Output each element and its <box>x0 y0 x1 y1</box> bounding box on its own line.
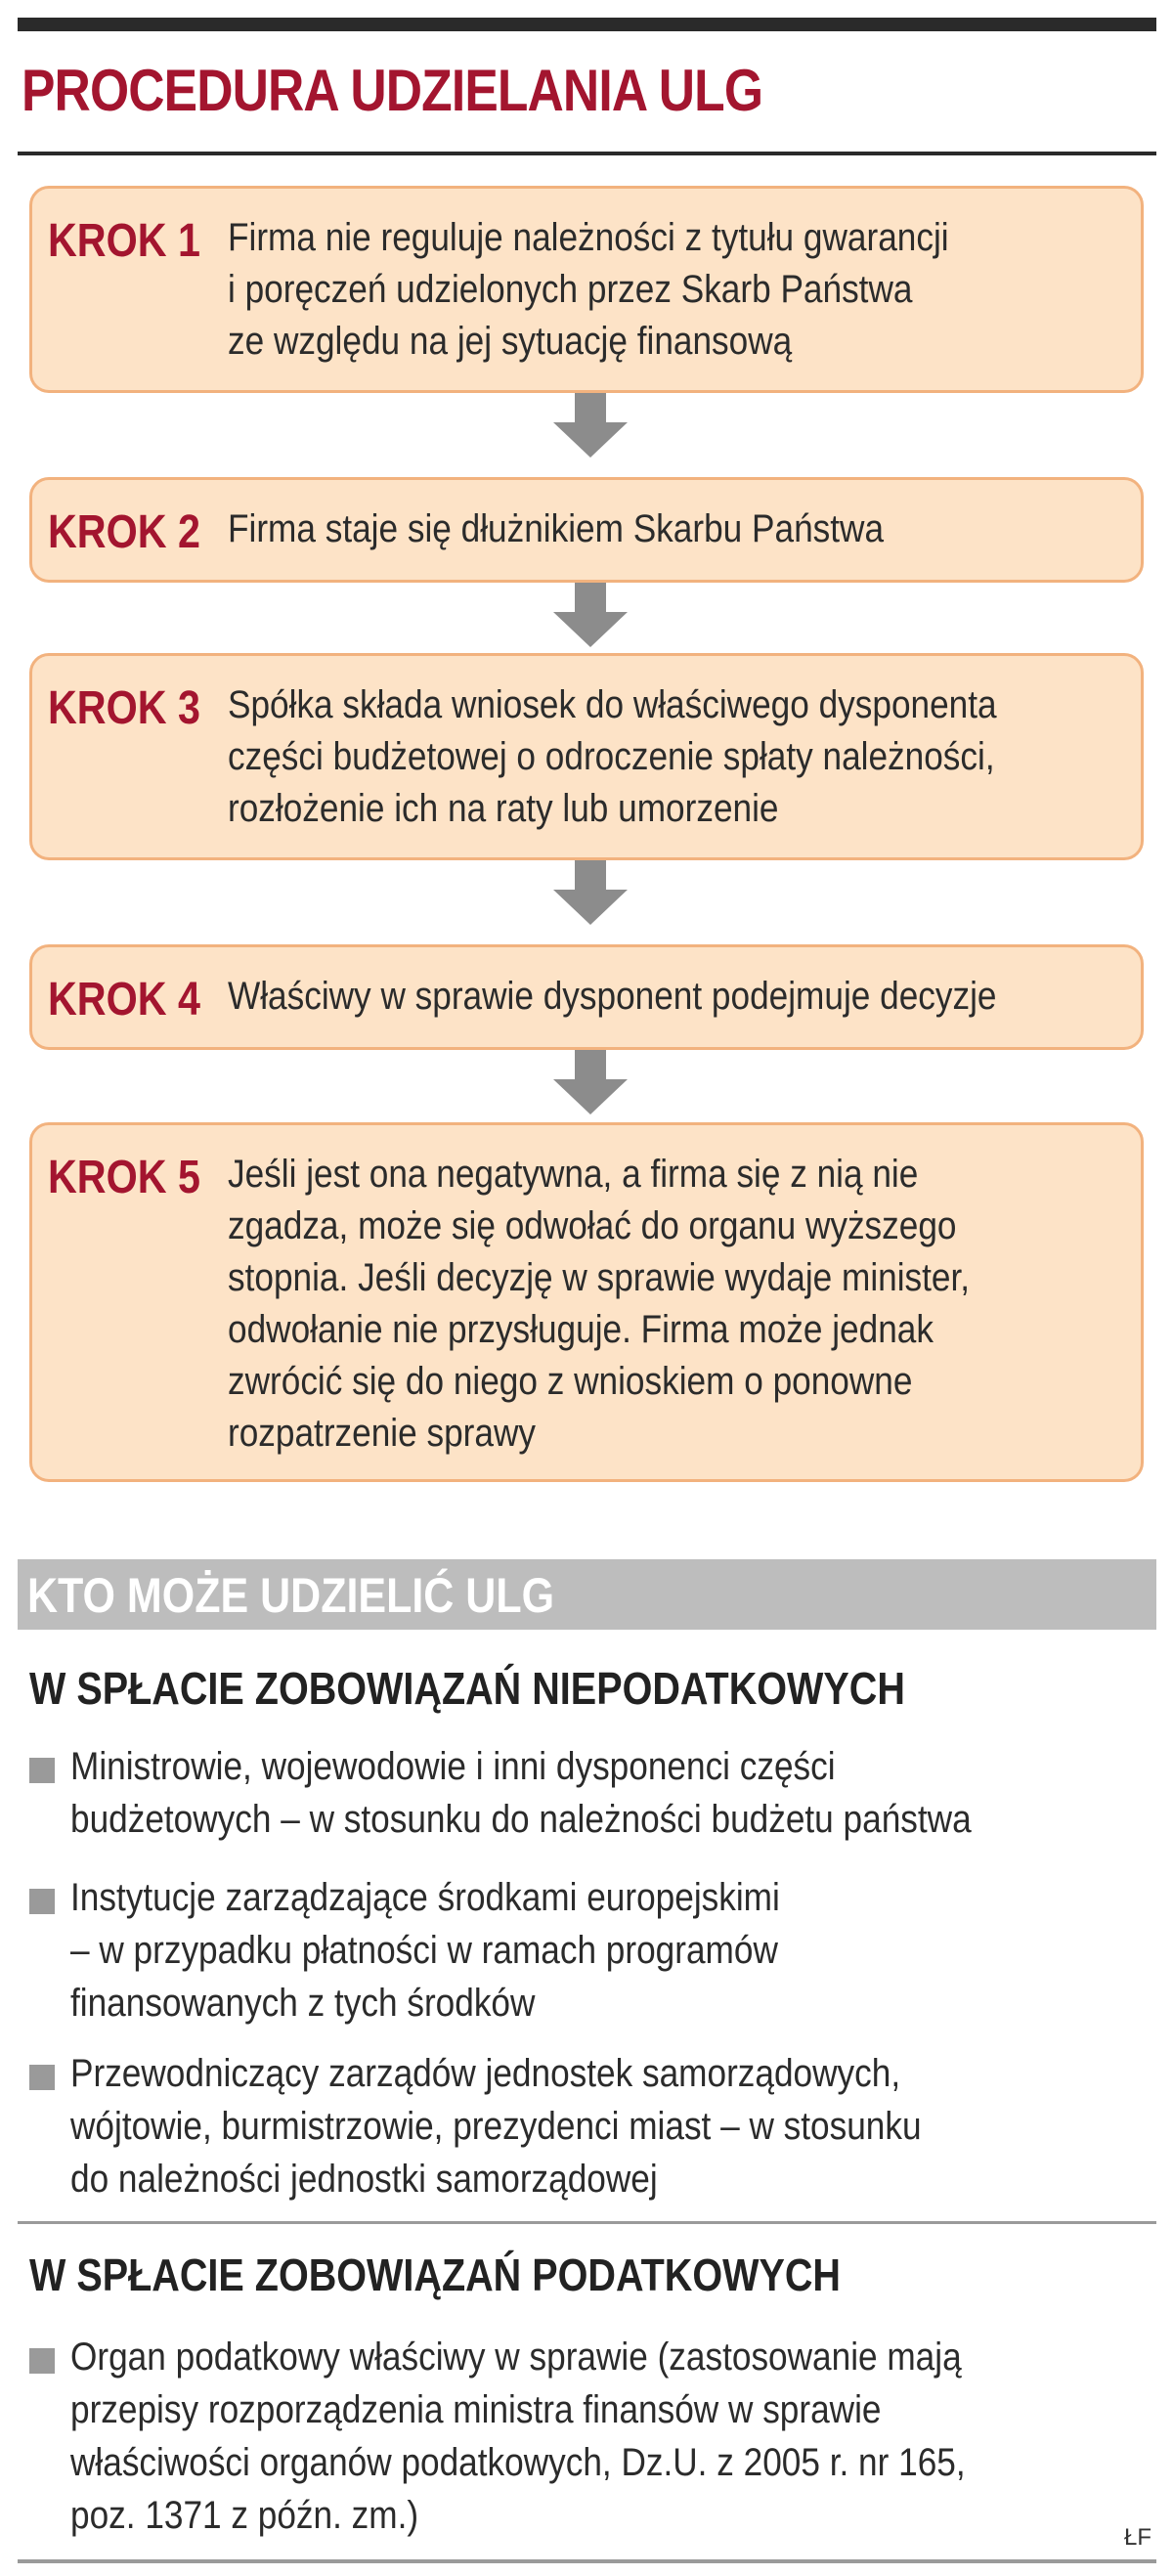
square-bullet-icon <box>29 2348 55 2374</box>
step-4-box <box>29 944 1144 1050</box>
list-item-line: finansowanych z tych środków <box>70 1982 536 2025</box>
step-5-line-5: zwrócić się do niego z wnioskiem o ponowne <box>228 1360 913 1403</box>
step-5-line-4: odwołanie nie przysługuje. Firma może jednak <box>228 1308 934 1351</box>
arrow-down-icon <box>553 860 628 925</box>
step-1-line-3: ze względu na jej sytuację finansową <box>228 320 793 363</box>
list-item-line: – w przypadku płatności w ramach programów <box>70 1929 778 1972</box>
step-2-label: KROK 2 <box>48 506 200 558</box>
list-item <box>29 2331 1153 2546</box>
list-item-text <box>70 1871 780 2030</box>
list-item-line: przepisy rozporządzenia ministra finansów w sprawie <box>70 2388 882 2431</box>
step-4-line-1: Właściwy w sprawie dysponent podejmuje decyzje <box>228 975 997 1018</box>
step-3-line-2: części budżetowej o odroczenie spłaty należności, <box>228 735 995 778</box>
arrow-down-icon <box>553 1050 628 1114</box>
step-3-line-1: Spółka składa wniosek do właściwego dysponenta <box>228 683 997 726</box>
main-title: PROCEDURA UDZIELANIA ULG <box>22 58 763 123</box>
list-item-line: Przewodniczący zarządów jednostek samorządowych, <box>70 2052 901 2095</box>
list-item-text <box>70 1740 972 1846</box>
step-1-line-1: Firma nie reguluje należności z tytułu gwarancji <box>228 216 949 259</box>
list-item-line: budżetowych – w stosunku do należności budżetu państwa <box>70 1798 972 1841</box>
top-rule <box>18 18 1156 31</box>
bottom-rule <box>18 2559 1156 2563</box>
list-item <box>29 1871 1153 2037</box>
list-item-line: Instytucje zarządzające środkami europejskimi <box>70 1876 780 1919</box>
step-5-box <box>29 1122 1144 1482</box>
square-bullet-icon <box>29 1758 55 1783</box>
step-5-label: KROK 5 <box>48 1152 200 1203</box>
step-3-text <box>228 679 1018 835</box>
step-5-line-6: rozpatrzenie sprawy <box>228 1412 536 1455</box>
section-band <box>18 1559 1156 1630</box>
list-item-line: do należności jednostki samorządowej <box>70 2158 658 2201</box>
step-1-box <box>29 186 1144 393</box>
step-3-box <box>29 653 1144 860</box>
author-signature: ŁF <box>1123 2524 1151 2551</box>
list-item-line: Ministrowie, wojewodowie i inni dysponenci części <box>70 1745 836 1788</box>
list-item-text <box>70 2331 966 2542</box>
list-item <box>29 1740 1153 1854</box>
list-item-line: właściwości organów podatkowych, Dz.U. z 2005 r. nr 165, <box>70 2441 966 2484</box>
step-4-label: KROK 4 <box>48 974 200 1026</box>
list-item-text <box>70 2047 922 2205</box>
list-item-line: wójtowie, burmistrzowie, prezydenci miast – w stosunku <box>70 2105 922 2148</box>
list-item-line: Organ podatkowy właściwy w sprawie (zastosowanie mają <box>70 2336 962 2379</box>
section-divider <box>18 2221 1156 2224</box>
step-1-label: KROK 1 <box>48 215 200 267</box>
square-bullet-icon <box>29 1889 55 1914</box>
step-1-line-2: i poręczeń udzielonych przez Skarb Państwa <box>228 268 913 311</box>
step-5-line-1: Jeśli jest ona negatywna, a firma się z nią nie <box>228 1153 919 1196</box>
step-2-box <box>29 477 1144 583</box>
step-5-line-2: zgadza, może się odwołać do organu wyższego <box>228 1204 957 1247</box>
section-title: KTO MOŻE UDZIELIĆ ULG <box>27 1568 555 1623</box>
step-1-text <box>228 212 1018 368</box>
arrow-down-icon <box>553 393 628 458</box>
list-item-line: poz. 1371 z późn. zm.) <box>70 2494 419 2537</box>
step-4-text <box>228 971 1018 1023</box>
step-2-text <box>228 503 1018 555</box>
step-5-text <box>228 1149 1018 1460</box>
step-2-line-1: Firma staje się dłużnikiem Skarbu Państwa <box>228 507 885 550</box>
square-bullet-icon <box>29 2065 55 2090</box>
step-5-line-3: stopnia. Jeśli decyzję w sprawie wydaje minister, <box>228 1256 971 1299</box>
step-3-line-3: rozłożenie ich na raty lub umorzenie <box>228 787 779 830</box>
non-tax-heading: W SPŁACIE ZOBOWIĄZAŃ NIEPODATKOWYCH <box>29 1663 905 1714</box>
tax-heading: W SPŁACIE ZOBOWIĄZAŃ PODATKOWYCH <box>29 2249 841 2300</box>
title-rule <box>18 152 1156 155</box>
list-item <box>29 2047 1153 2213</box>
step-3-label: KROK 3 <box>48 682 200 734</box>
arrow-down-icon <box>553 583 628 647</box>
